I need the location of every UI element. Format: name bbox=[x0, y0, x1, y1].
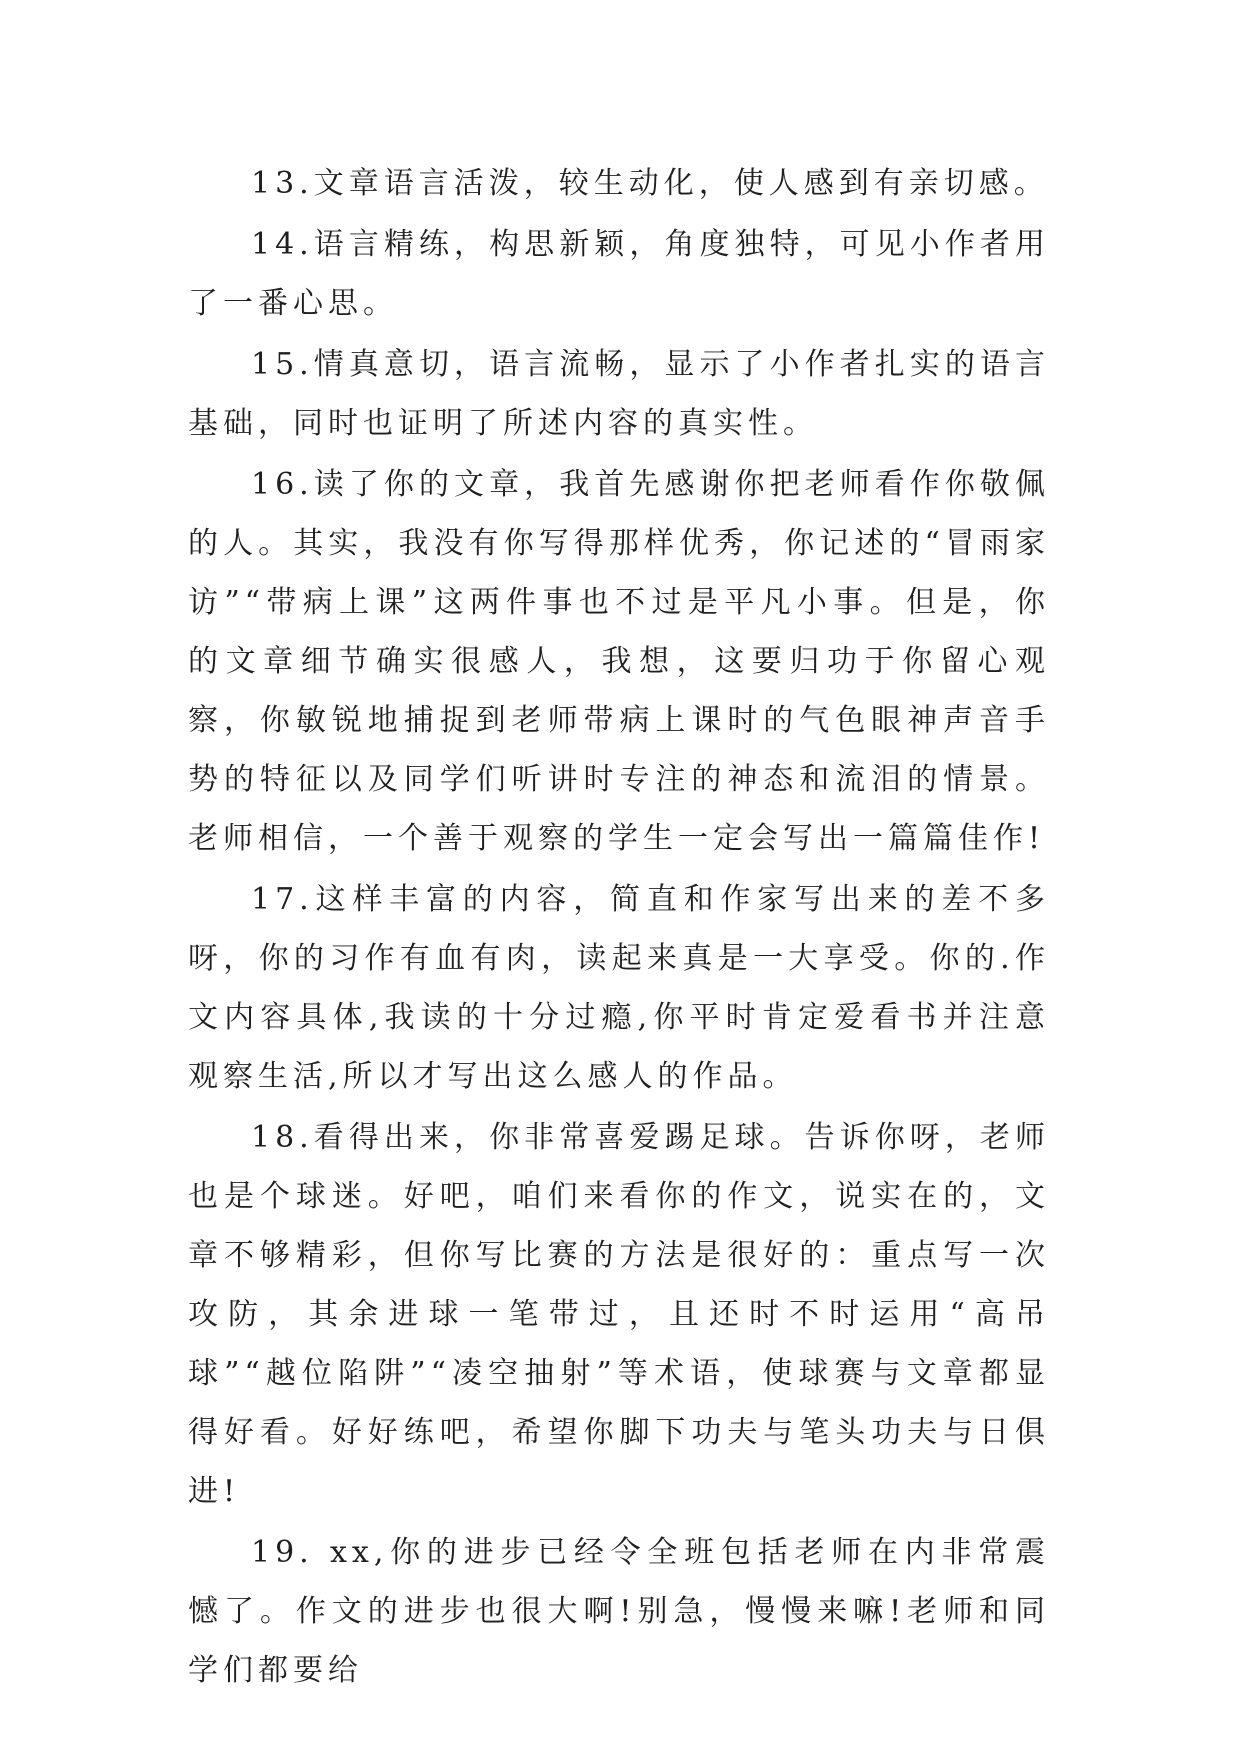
document-body bbox=[188, 154, 1050, 1702]
comment-paragraph-17: 17.这样丰富的内容，简直和作家写出来的差不多呀，你的习作有血有肉，读起来真是一大享受。你的.作文内容具体,我读的十分过瘾,你平时肯定爱看书并注意观察生活,所以才写出这么感人的作品。 bbox=[188, 882, 1050, 1094]
comment-paragraph-16: 16.读了你的文章，我首先感谢你把老师看作你敬佩的人。其实，我没有你写得那样优秀，你记述的“冒雨家访”“带病上课”这两件事也不过是平凡小事。但是，你的文章细节确实很感人，我想，这要归功于你留心观察，你敏锐地捕捉到老师带病上课时的气色眼神声音手势的特征以及同学们听讲时专注的神态和流泪的情景。老师相信，一个善于观察的学生一定会写出一篇篇佳作! bbox=[188, 467, 1050, 856]
comment-paragraph-14: 14.语言精练，构思新颖，角度独特，可见小作者用了一番心思。 bbox=[188, 227, 1050, 321]
comment-paragraph-18: 18.看得出来，你非常喜爱踢足球。告诉你呀，老师也是个球迷。好吧，咱们来看你的作文，说实在的，文章不够精彩，但你写比赛的方法是很好的：重点写一次攻防，其余进球一笔带过，且还时不时运用“高吊球”“越位陷阱”“凌空抽射”等术语，使球赛与文章都显得好看。好好练吧，希望你脚下功夫与笔头功夫与日俱进! bbox=[188, 1120, 1050, 1509]
comment-paragraph-19: 19. xx,你的进步已经令全班包括老师在内非常震憾了。作文的进步也很大啊!别急，慢慢来嘛!老师和同学们都要给 bbox=[188, 1535, 1050, 1688]
comment-paragraph-13: 13.文章语言活泼，较生动化，使人感到有亲切感。 bbox=[251, 166, 1049, 201]
comment-paragraph-15: 15.情真意切，语言流畅，显示了小作者扎实的语言基础，同时也证明了所述内容的真实性。 bbox=[188, 347, 1050, 441]
